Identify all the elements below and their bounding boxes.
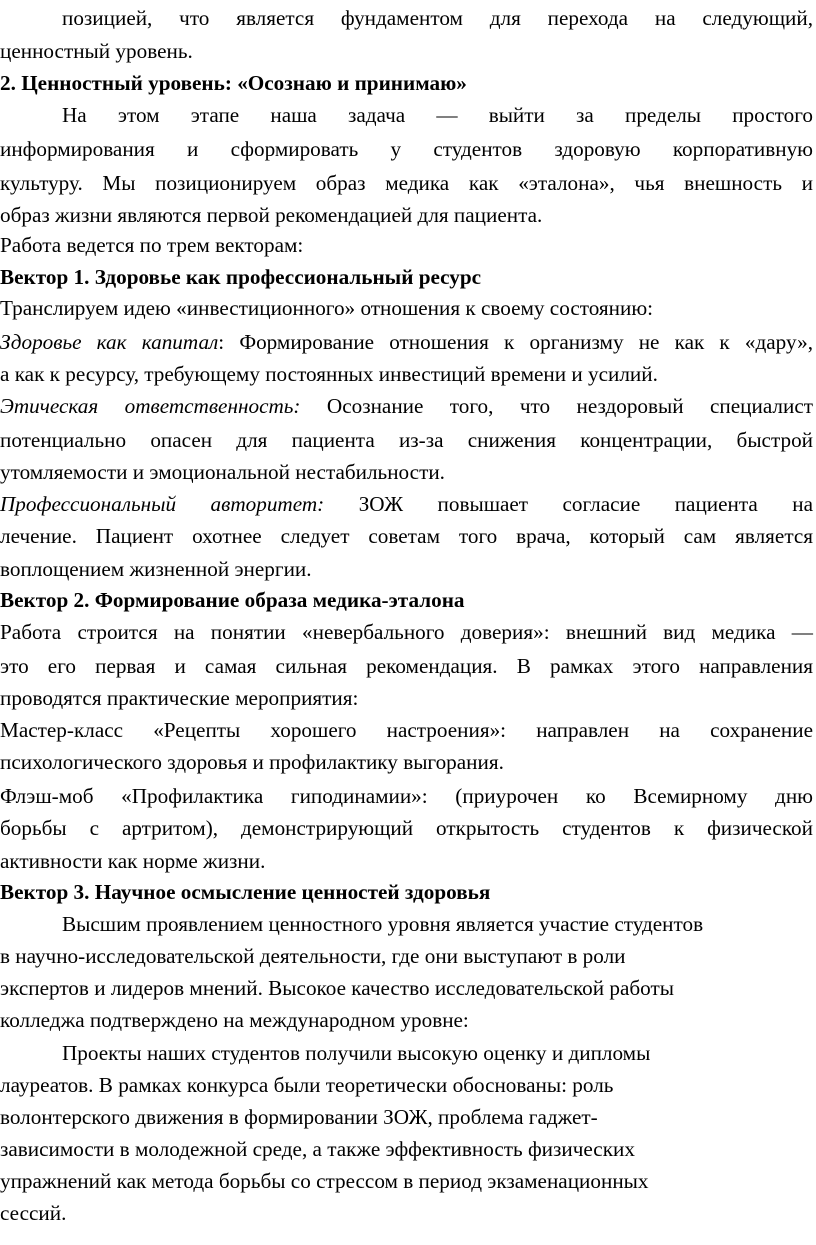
paragraph-line: волонтерского движения в формировании ЗОЖ, проблема гаджет-	[0, 1105, 598, 1129]
paragraph-line	[0, 326, 813, 358]
vector-heading: Вектор 2. Формирование образа медика-эталона	[0, 588, 465, 612]
paragraph-line	[0, 390, 813, 422]
paragraph-line: Флэш-моб «Профилактика гиподинамии»: (приурочен ко Всемирному дню	[0, 784, 813, 808]
paragraph-line: упражнений как метода борьбы со стрессом в период экзаменационных	[0, 1169, 649, 1193]
paragraph-line: На этом этапе наша задача — выйти за пределы простого	[62, 103, 813, 127]
paragraph-line: Высшим проявлением ценностного уровня является участие студентов	[62, 912, 704, 936]
paragraph-line: экспертов и лидеров мнений. Высокое качество исследовательской работы	[0, 976, 674, 1000]
paragraph-line: лауреатов. В рамках конкурса были теоретически обоснованы: роль	[0, 1073, 614, 1097]
paragraph-line: в научно-исследовательской деятельности, где они выступают в роли	[0, 944, 626, 968]
term-label: Профессиональный авторитет:	[0, 492, 325, 516]
paragraph-line: воплощением жизненной энергии.	[0, 557, 312, 581]
paragraph-line: Транслируем идею «инвестиционного» отношения к своему состоянию:	[0, 296, 654, 320]
paragraph-line: Работа строится на понятии «невербального доверия»: внешний вид медика —	[0, 620, 813, 644]
term-label: Здоровье как капитал	[0, 330, 219, 354]
paragraph-line: проводятся практические мероприятия:	[0, 686, 359, 710]
paragraph-line: позицией, что является фундаментом для перехода на следующий,	[62, 6, 813, 30]
term-label: Этическая ответственность:	[0, 394, 301, 418]
paragraph-line: лечение. Пациент охотнее следует советам того врача, который сам является	[0, 524, 813, 548]
paragraph-line: борьбы с артритом), демонстрирующий открытость студентов к физической	[0, 816, 813, 840]
paragraph-line: сессий.	[0, 1201, 67, 1225]
vector-heading: Вектор 3. Научное осмысление ценностей здоровья	[0, 880, 491, 904]
paragraph-line: Мастер-класс «Рецепты хорошего настроения»: направлен на сохранение	[0, 718, 813, 742]
term-text: : Формирование отношения к организму не как к «дару»,	[218, 330, 813, 354]
paragraph-line: это его первая и самая сильная рекомендация. В рамках этого направления	[0, 654, 813, 678]
paragraph-line: а как к ресурсу, требующему постоянных инвестиций времени и усилий.	[0, 362, 658, 386]
paragraph-line: Работа ведется по трем векторам:	[0, 233, 304, 257]
paragraph-line: ценностный уровень.	[0, 39, 193, 63]
paragraph-line: информирования и сформировать у студентов здоровую корпоративную	[0, 137, 813, 161]
term-text: Осознание того, что нездоровый специалист	[326, 394, 814, 418]
paragraph-line: Проекты наших студентов получили высокую оценку и дипломы	[62, 1041, 651, 1065]
term-text: ЗОЖ повышает согласие пациента на	[358, 492, 814, 516]
paragraph-line: зависимости в молодежной среде, а также эффективность физических	[0, 1137, 635, 1161]
paragraph-line: культуру. Мы позиционируем образ медика как «эталона», чья внешность и	[0, 171, 813, 195]
paragraph-line: активности как норме жизни.	[0, 849, 266, 873]
paragraph-line: потенциально опасен для пациента из-за снижения концентрации, быстрой	[0, 428, 813, 452]
paragraph-line: образ жизни являются первой рекомендацией для пациента.	[0, 203, 543, 227]
paragraph-line	[0, 488, 813, 520]
paragraph-line: психологического здоровья и профилактику выгорания.	[0, 750, 504, 774]
paragraph-line: утомляемости и эмоциональной нестабильности.	[0, 460, 445, 484]
paragraph-line: колледжа подтверждено на международном уровне:	[0, 1008, 469, 1032]
section-heading: 2. Ценностный уровень: «Осознаю и принимаю»	[0, 71, 467, 95]
vector-heading: Вектор 1. Здоровье как профессиональный ресурс	[0, 265, 482, 289]
